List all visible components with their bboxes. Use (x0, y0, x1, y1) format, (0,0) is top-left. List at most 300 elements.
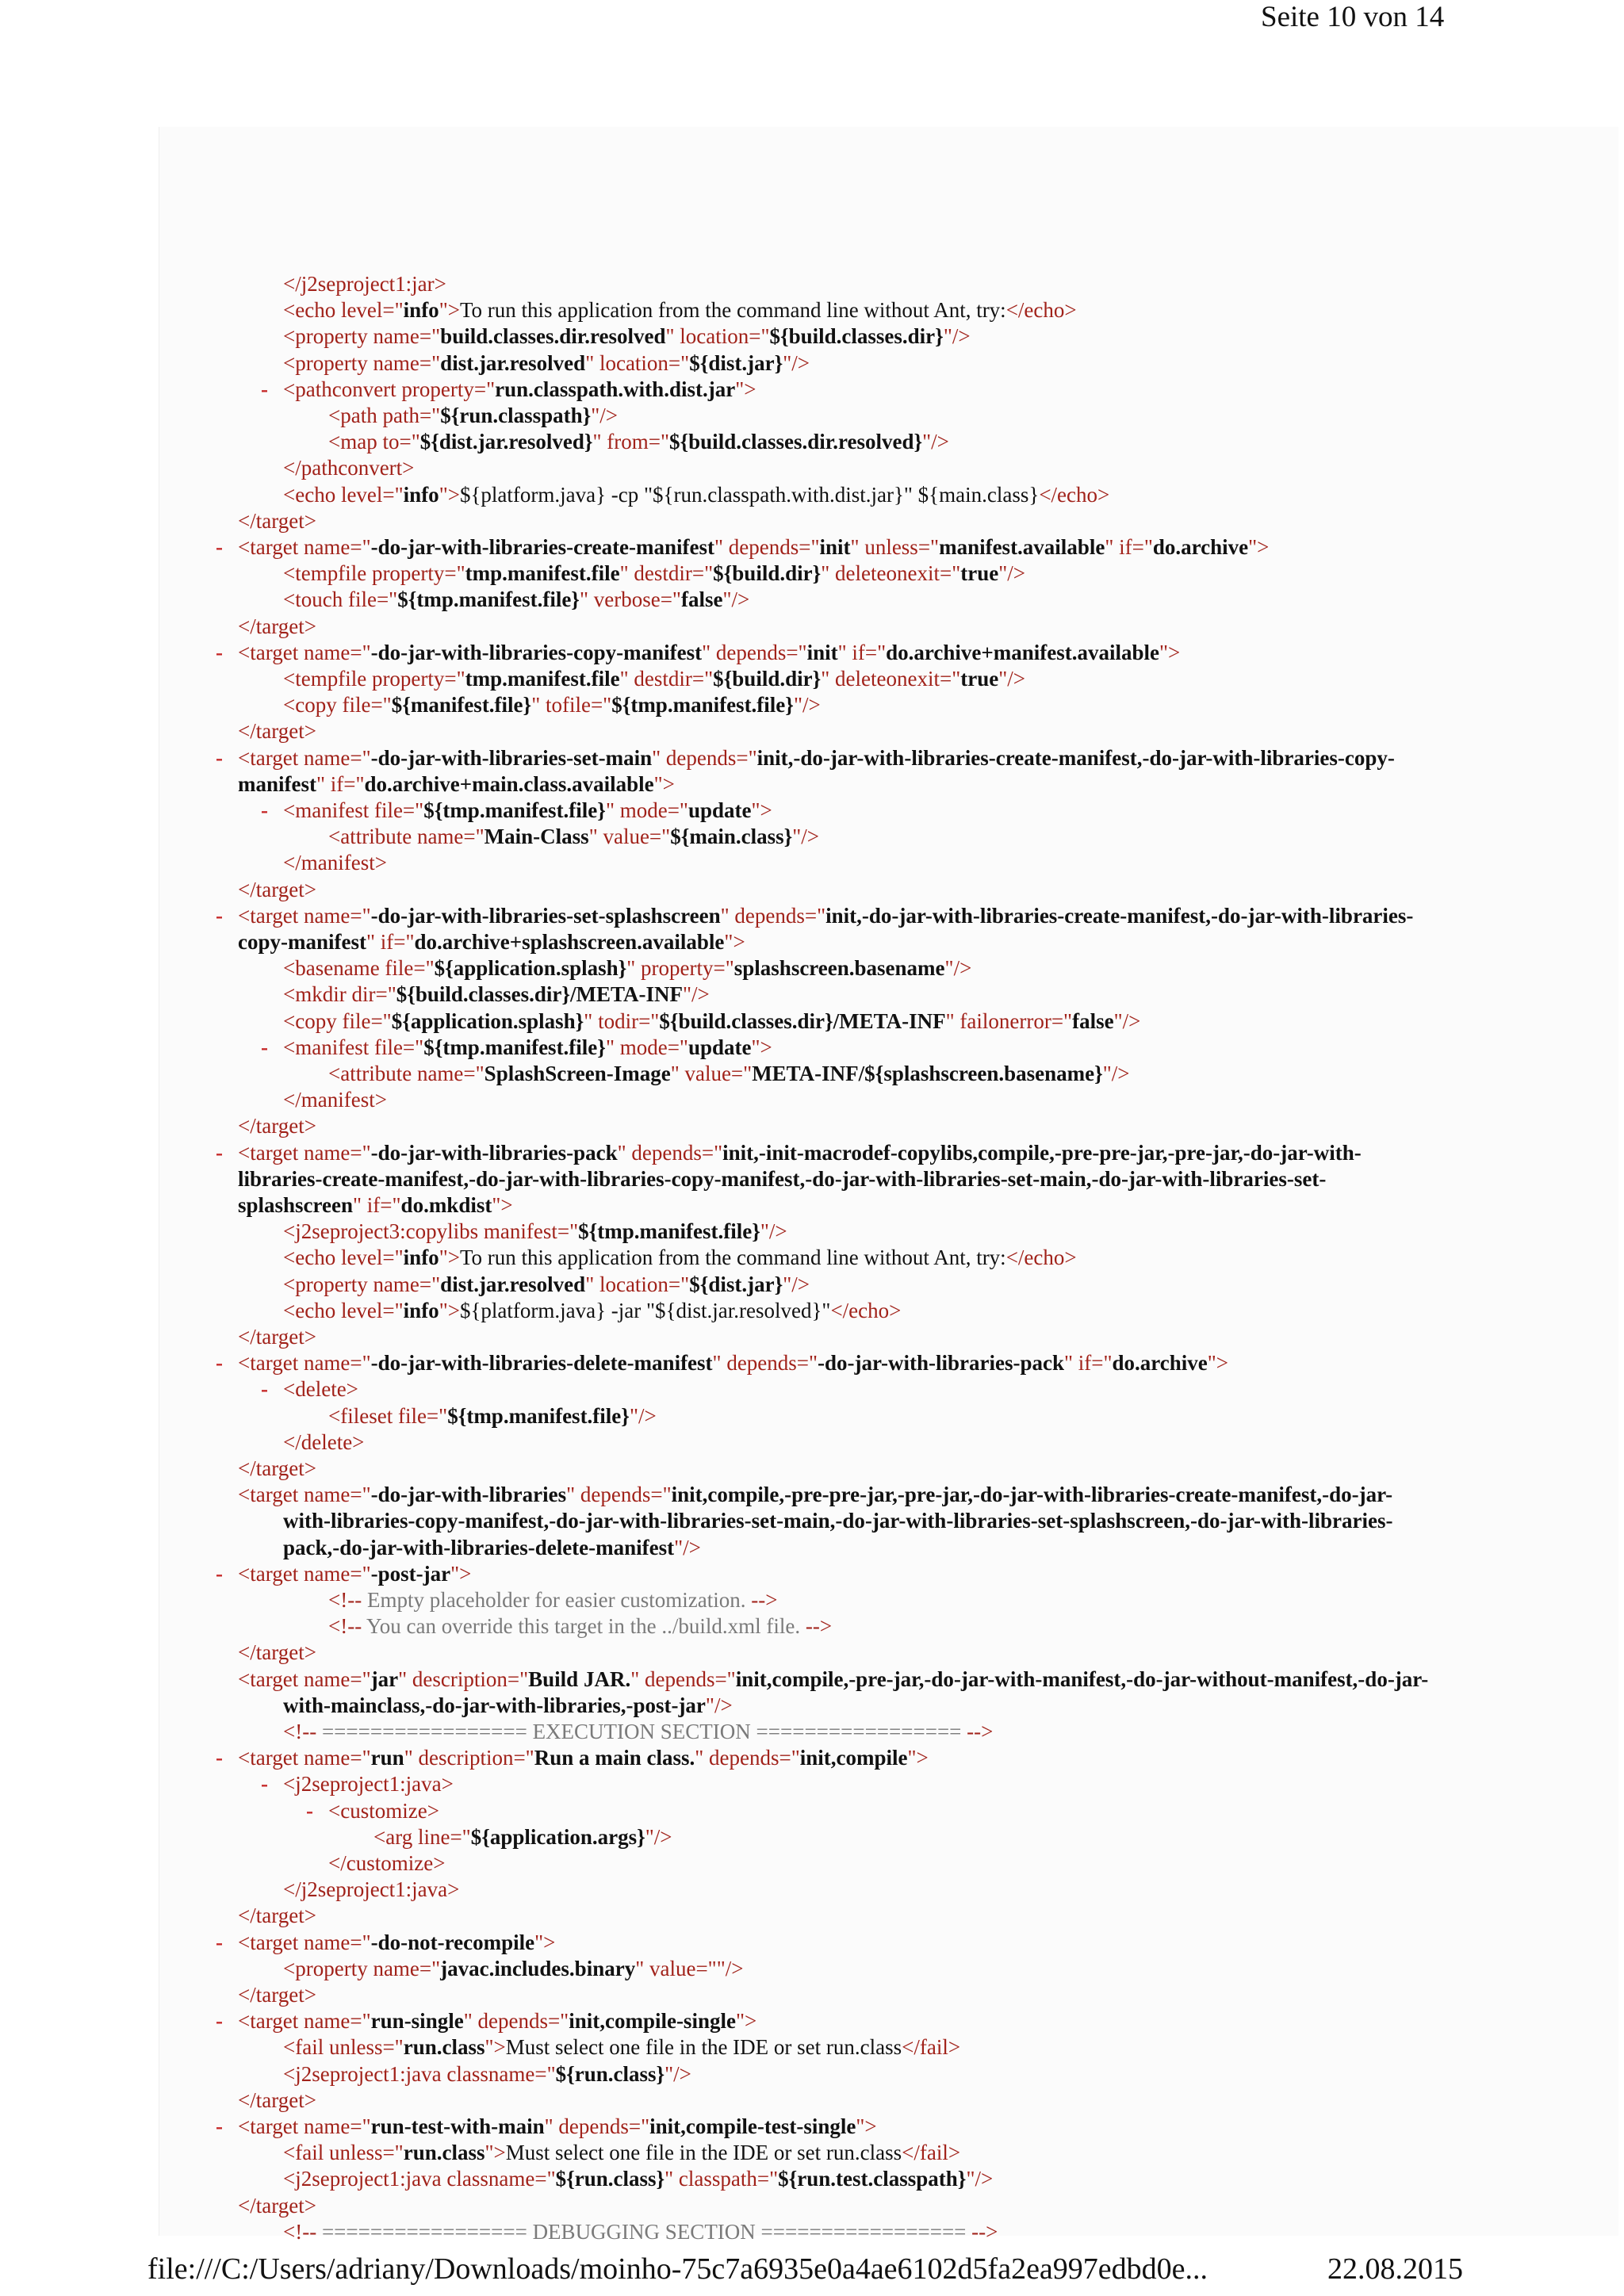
xml-tag-markup: " failonerror=" (945, 1008, 1073, 1033)
xml-text: Must select one file in the IDE or set run.class (505, 2141, 902, 2165)
xml-tag-markup: " if=" (1064, 1351, 1113, 1376)
xml-attr-value: ${application.args} (470, 1824, 645, 1849)
xml-attr-value: update (688, 798, 752, 822)
xml-tag-markup: " description=" (398, 1667, 529, 1691)
xml-attr-value: info (403, 1246, 439, 1270)
collapse-toggle-icon[interactable]: - (306, 1798, 313, 1823)
xml-tag-markup: "/> (674, 1535, 701, 1559)
xml-tag-markup: <j2seproject1:java classname=" (283, 2167, 556, 2191)
xml-tag-markup: "/> (760, 1219, 787, 1244)
xml-line (238, 1482, 1392, 1508)
collapse-toggle-icon[interactable]: - (261, 798, 268, 822)
xml-line (306, 1798, 439, 1824)
xml-text: To run this application from the command line without Ant, try: (459, 298, 1006, 323)
xml-comment: ================= DEBUGGING SECTION ================= (316, 2219, 972, 2244)
xml-tag-markup: <target name=" (238, 640, 371, 664)
xml-attr-value: ${build.dir} (713, 561, 822, 586)
xml-tag-markup: " unless=" (850, 535, 940, 559)
xml-attr-value: Main-Class (484, 825, 589, 849)
xml-tag-markup: "> (751, 798, 772, 822)
xml-tag-markup: " location=" (585, 1272, 690, 1296)
xml-line (373, 1824, 672, 1850)
xml-attr-value: splashscreen.basename (733, 956, 945, 981)
footer-file-path: file:///C:/Users/adriany/Downloads/moinho-75c7a6935e0a4ae6102d5fa2ea997edbd0e... (147, 2252, 1208, 2286)
xml-line (328, 1850, 445, 1877)
xml-tag-markup: <fail unless=" (283, 2141, 404, 2165)
xml-attr-value: init (806, 640, 838, 664)
xml-tag-markup: " todir=" (584, 1008, 660, 1033)
xml-attr-value: Run a main class. (534, 1746, 695, 1770)
xml-tag-markup: "> (439, 1298, 460, 1322)
xml-tag-markup: </target> (238, 719, 316, 744)
collapse-toggle-icon[interactable]: - (216, 1561, 223, 1586)
xml-tag-markup: --> (967, 1720, 994, 1743)
xml-tag-markup: "> (534, 1930, 556, 1954)
xml-tag-markup: <!-- (283, 1720, 317, 1743)
xml-attr-value: true (960, 667, 999, 691)
xml-line (238, 929, 745, 955)
collapse-toggle-icon[interactable]: - (261, 377, 268, 401)
xml-line (283, 2061, 691, 2087)
xml-tag-markup: <map to=" (328, 430, 420, 454)
xml-tag-markup: <!-- (283, 2219, 317, 2244)
xml-tag-markup: </delete> (283, 1429, 365, 1454)
xml-attr-value: do.archive+manifest.available (886, 640, 1159, 664)
xml-line (328, 403, 618, 429)
xml-tag-markup: "/> (683, 982, 710, 1007)
xml-line (238, 1456, 316, 1482)
xml-line (238, 1667, 1428, 1693)
xml-tag-markup: <property name=" (283, 350, 441, 375)
xml-line (283, 587, 749, 613)
xml-tag-markup: <touch file=" (283, 587, 398, 612)
xml-tag-markup: --> (805, 1614, 833, 1639)
xml-tag-markup: <target name=" (238, 1561, 371, 1586)
xml-tag-markup: --> (751, 1588, 778, 1612)
xml-tag-markup: </fail> (902, 2141, 961, 2165)
xml-attr-value: splashscreen (238, 1193, 354, 1217)
xml-attr-value: -do-jar-with-libraries-create-manifest (370, 535, 715, 559)
xml-line (216, 1561, 472, 1587)
xml-tag-markup: "> (439, 482, 460, 507)
xml-line (238, 877, 316, 903)
xml-line (283, 482, 1109, 508)
xml-tag-markup: " mode=" (605, 1035, 688, 1059)
xml-line (328, 824, 819, 850)
xml-line (283, 1008, 1140, 1035)
xml-tag-markup: "/> (705, 1693, 733, 1717)
xml-attr-value: manifest (238, 771, 316, 796)
xml-tag-markup: " depends=" (463, 2009, 569, 2034)
xml-line (283, 271, 446, 297)
xml-tag-markup: "> (751, 1035, 772, 1059)
xml-tag-markup: <target name=" (238, 1483, 371, 1507)
collapse-toggle-icon[interactable]: - (216, 2009, 223, 2034)
xml-line (283, 1087, 387, 1113)
xml-line (216, 745, 1395, 771)
xml-tag-markup: <manifest file=" (283, 798, 424, 822)
xml-line (283, 1693, 733, 1719)
xml-tag-markup: "> (856, 2114, 877, 2138)
xml-tag-markup: <!-- (328, 1614, 362, 1639)
xml-tag-markup: "/> (591, 404, 619, 427)
xml-tag-markup: <target name=" (238, 745, 371, 770)
xml-tag-markup: </target> (238, 508, 316, 533)
xml-attr-value: run.class (403, 2035, 485, 2060)
xml-tag-markup: " depends=" (566, 1483, 672, 1507)
xml-attr-value: with-libraries-copy-manifest,-do-jar-with-libraries-set-main,-do-jar-with-libraries-set-splashscreen,-do-jar-with-libraries- (283, 1509, 1393, 1533)
xml-line (283, 2219, 998, 2245)
xml-tag-markup: <attribute name=" (328, 1062, 485, 1085)
xml-tag-markup: "> (1207, 1351, 1229, 1376)
xml-attr-value: ${run.test.classpath} (778, 2167, 967, 2191)
xml-tag-markup: </manifest> (283, 851, 387, 875)
xml-tag-markup: "/> (783, 1272, 810, 1296)
xml-attr-value: META-INF/${splashscreen.basename} (752, 1062, 1103, 1085)
xml-attr-value: tmp.manifest.file (465, 667, 620, 691)
xml-tag-markup: <pathconvert property=" (283, 377, 496, 401)
xml-line (261, 798, 772, 824)
xml-attr-value: init (819, 535, 851, 559)
xml-tag-markup: " value=" (588, 825, 671, 849)
xml-tag-markup: " deleteonexit=" (821, 561, 961, 586)
xml-line (216, 640, 1181, 666)
xml-attr-value: ${build.classes.dir}/META-INF (659, 1008, 946, 1033)
xml-attr-value: ${run.class} (555, 2061, 665, 2086)
xml-attr-value: ${run.classpath} (440, 404, 592, 427)
xml-line (261, 1035, 772, 1061)
xml-attr-value: init,compile,-pre-pre-jar,-pre-jar,-do-jar-with-libraries-create-manifest,-do-jar- (671, 1483, 1393, 1507)
xml-attr-value: libraries-create-manifest,-do-jar-with-libraries-copy-manifest,-do-jar-with-libraries-set-main,-do-jar-with-libraries-set- (238, 1166, 1327, 1191)
xml-attr-value: -post-jar (370, 1561, 451, 1586)
xml-tag-markup: <!-- (328, 1588, 362, 1612)
xml-tag-markup: </echo> (830, 1298, 902, 1322)
xml-tag-markup: <delete> (283, 1377, 358, 1402)
xml-comment: Empty placeholder for easier customization. (362, 1588, 752, 1612)
xml-attr-value: run.classpath.with.dist.jar (495, 377, 736, 401)
xml-tag-markup: <echo level=" (283, 1298, 404, 1322)
xml-attr-value: -do-jar-with-libraries-set-main (370, 745, 653, 770)
xml-attr-value: Build JAR. (528, 1667, 631, 1691)
xml-tag-markup: "/> (716, 1956, 744, 1980)
xml-line (238, 2087, 316, 2114)
xml-line (283, 692, 821, 718)
xml-tag-markup: <customize> (328, 1798, 439, 1823)
xml-tag-markup: </manifest> (283, 1088, 387, 1112)
xml-line (216, 534, 1270, 561)
xml-line (283, 2034, 960, 2061)
xml-line (238, 1640, 316, 1666)
xml-line (238, 508, 316, 534)
xml-tag-markup: <fileset file=" (328, 1403, 448, 1428)
xml-comment: You can override this target in the ../build.xml file. (362, 1614, 806, 1639)
xml-tag-markup: <target name=" (238, 1746, 371, 1770)
xml-attr-value: ${dist.jar} (689, 1272, 783, 1296)
xml-attr-value: ${tmp.manifest.file} (423, 1035, 606, 1059)
xml-tag-markup: " depends=" (712, 1351, 818, 1376)
xml-tag-markup: <property name=" (283, 324, 441, 349)
xml-attr-value: init,-init-macrodef-copylibs,compile,-pre-pre-jar,-pre-jar,-do-jar-with- (722, 1140, 1362, 1165)
xml-tag-markup: <target name=" (238, 1930, 371, 1954)
xml-line (283, 666, 1025, 692)
xml-tag-markup: " depends=" (714, 535, 820, 559)
xml-attr-value: info (403, 482, 439, 507)
xml-tag-markup: " classpath=" (665, 2167, 779, 2191)
xml-tag-markup: " destdir=" (619, 561, 714, 586)
xml-attr-value: SplashScreen-Image (484, 1062, 671, 1085)
xml-attr-value: run-single (370, 2009, 464, 2034)
xml-text: Must select one file in the IDE or set run.class (505, 2035, 902, 2060)
xml-tag-markup: </target> (238, 1904, 316, 1928)
xml-line (283, 955, 971, 982)
xml-tag-markup: "> (439, 298, 460, 323)
xml-attr-value: update (688, 1035, 752, 1059)
xml-tag-markup: " mode=" (605, 798, 688, 822)
xml-attr-value: do.mkdist (400, 1193, 492, 1217)
xml-tag-markup: <target name=" (238, 1351, 371, 1376)
xml-attr-value: ${build.classes.dir.resolved} (669, 430, 923, 454)
xml-line (328, 1403, 657, 1429)
xml-line (283, 297, 1077, 323)
xml-line (283, 1719, 993, 1745)
xml-tag-markup: <copy file=" (283, 1008, 392, 1033)
xml-attr-value: build.classes.dir.resolved (440, 324, 666, 349)
xml-attr-value: copy-manifest (238, 930, 366, 954)
xml-tag-markup: <target name=" (238, 903, 371, 928)
xml-attr-value: ${manifest.file} (391, 693, 532, 718)
xml-tag-markup: "> (485, 2035, 506, 2060)
xml-attr-value: with-mainclass,-do-jar-with-libraries,-post-jar (283, 1693, 706, 1717)
xml-line (238, 1324, 316, 1350)
xml-tag-markup: " from=" (592, 430, 670, 454)
xml-tag-markup: " depends=" (652, 745, 757, 770)
xml-attr-value: do.archive+splashscreen.available (414, 930, 725, 954)
xml-attr-value: -do-jar-with-libraries-pack (370, 1140, 618, 1165)
xml-attr-value: init,-do-jar-with-libraries-create-manifest,-do-jar-with-libraries-copy- (756, 745, 1395, 770)
xml-line (283, 350, 810, 377)
xml-tag-markup: "> (485, 2141, 506, 2165)
xml-attr-value: ${tmp.manifest.file} (578, 1219, 760, 1244)
xml-tag-markup: <target name=" (238, 2114, 371, 2138)
xml-line (238, 771, 675, 798)
xml-tag-markup: "/> (1102, 1062, 1130, 1085)
xml-tag-markup: </j2seproject1:jar> (283, 272, 446, 296)
xml-tag-markup: <property name=" (283, 1272, 441, 1296)
xml-tag-markup: "/> (998, 561, 1025, 586)
xml-attr-value: info (403, 1298, 439, 1322)
xml-attr-value: init,-do-jar-with-libraries-create-manifest,-do-jar-with-libraries- (825, 903, 1414, 928)
xml-line (283, 1535, 701, 1561)
xml-attr-value: dist.jar.resolved (440, 350, 586, 375)
xml-tag-markup: "/> (1113, 1008, 1141, 1033)
xml-line (216, 2008, 757, 2034)
xml-tag-markup: "> (1248, 535, 1270, 559)
xml-text: ${platform.java} -cp "${run.classpath.with.dist.jar}" ${main.class} (459, 482, 1040, 507)
xml-attr-value: info (403, 298, 439, 323)
collapse-toggle-icon[interactable]: - (216, 1140, 223, 1165)
collapse-toggle-icon[interactable]: - (216, 535, 223, 559)
xml-tag-markup: " location=" (585, 350, 690, 375)
xml-tag-markup: <fail unless=" (283, 2035, 404, 2060)
xml-tag-markup: </target> (238, 1456, 316, 1480)
xml-attr-value: ${application.splash} (391, 1008, 584, 1033)
xml-line (328, 1061, 1129, 1087)
xml-attr-value: -do-jar-with-libraries-delete-manifest (370, 1351, 713, 1376)
xml-tag-markup: " if=" (366, 930, 415, 954)
xml-attr-value: ${build.dir} (713, 667, 822, 691)
collapse-toggle-icon[interactable]: - (216, 745, 223, 770)
xml-line (238, 1166, 1326, 1192)
xml-tag-markup: " depends=" (630, 1667, 736, 1691)
xml-line (283, 1956, 743, 1982)
xml-tag-markup: <property name=" (283, 1956, 441, 1980)
xml-tag-markup: <path path=" (328, 404, 441, 427)
xml-attr-value: manifest.available (939, 535, 1105, 559)
xml-attr-value: ${dist.jar} (689, 350, 783, 375)
xml-tag-markup: <manifest file=" (283, 1035, 424, 1059)
xml-line (283, 1272, 810, 1298)
xml-tag-markup: </target> (238, 2193, 316, 2218)
xml-line (261, 1376, 358, 1402)
xml-tag-markup: " depends=" (544, 2114, 650, 2138)
xml-tag-markup: --> (971, 2219, 998, 2244)
xml-tag-markup: <tempfile property=" (283, 667, 465, 691)
xml-line (238, 1192, 513, 1219)
xml-tag-markup: " destdir=" (619, 667, 714, 691)
xml-tag-markup: </customize> (328, 1851, 446, 1875)
xml-attr-value: false (680, 587, 723, 612)
xml-tag-markup: <tempfile property=" (283, 561, 465, 586)
collapse-toggle-icon[interactable]: - (216, 903, 223, 928)
xml-attr-value: -do-jar-with-libraries-pack (818, 1351, 1064, 1376)
xml-line (216, 903, 1414, 929)
xml-tag-markup: " deleteonexit=" (821, 667, 961, 691)
xml-tag-markup: "/> (629, 1403, 657, 1428)
xml-tag-markup: "> (653, 771, 675, 796)
xml-tag-markup: " location=" (665, 324, 770, 349)
xml-attr-value: ${main.class} (670, 825, 793, 849)
xml-tag-markup: </target> (238, 2087, 316, 2112)
xml-text: ${platform.java} -jar "${dist.jar.resolved}" (459, 1298, 831, 1322)
xml-tag-markup: <copy file=" (283, 693, 392, 718)
xml-tag-markup: <target name=" (238, 535, 371, 559)
xml-attr-value: ${tmp.manifest.file} (611, 693, 794, 718)
xml-line (283, 1877, 459, 1903)
xml-line (238, 1903, 316, 1929)
xml-tag-markup: "> (907, 1746, 929, 1770)
xml-line (261, 1771, 454, 1797)
xml-tag-markup: " depends=" (617, 1140, 723, 1165)
collapse-toggle-icon[interactable]: - (216, 1351, 223, 1376)
xml-attr-value: ${run.class} (555, 2167, 665, 2191)
collapse-toggle-icon[interactable]: - (261, 1035, 268, 1059)
xml-tag-markup: <echo level=" (283, 1246, 404, 1270)
xml-tag-markup: "/> (943, 324, 971, 349)
xml-tag-markup: <attribute name=" (328, 825, 485, 849)
collapse-toggle-icon[interactable]: - (261, 1772, 268, 1797)
xml-tag-markup: "/> (645, 1824, 672, 1849)
xml-tag-markup: " verbose=" (579, 587, 681, 612)
xml-line (238, 1113, 316, 1139)
xml-tag-markup: " value=" (670, 1062, 753, 1085)
xml-tag-markup: "/> (665, 2061, 691, 2086)
xml-attr-value: ${build.classes.dir}/META-INF (396, 982, 684, 1007)
xml-line (283, 2166, 993, 2192)
xml-attr-value: pack,-do-jar-with-libraries-delete-manifest (283, 1535, 675, 1559)
xml-line (216, 1745, 929, 1771)
xml-attr-value: -do-not-recompile (370, 1930, 535, 1954)
xml-tag-markup: "/> (793, 693, 821, 718)
xml-tag-markup: </target> (238, 1640, 316, 1665)
xml-attr-value: ${tmp.manifest.file} (423, 798, 606, 822)
xml-line (283, 1508, 1392, 1534)
xml-tag-markup: <mkdir dir=" (283, 982, 396, 1007)
xml-attr-value: do.archive (1152, 535, 1249, 559)
xml-attr-value: init,compile-single (569, 2009, 736, 2034)
xml-attr-value: ${build.classes.dir} (769, 324, 944, 349)
collapse-toggle-icon[interactable]: - (216, 1746, 223, 1770)
xml-attr-value: init,compile,-pre-jar,-do-jar-with-manifest,-do-jar-without-manifest,-do-jar- (735, 1667, 1429, 1691)
xml-attr-value: ${tmp.manifest.file} (397, 587, 580, 612)
collapse-toggle-icon[interactable]: - (216, 2114, 223, 2138)
xml-tag-markup: </pathconvert> (283, 456, 415, 480)
xml-attr-value: do.archive+main.class.available (364, 771, 654, 796)
xml-tag-markup: "> (450, 1561, 472, 1586)
xml-tag-markup: " depends=" (702, 640, 807, 664)
xml-tag-markup: " if=" (353, 1193, 401, 1217)
xml-attr-value: true (960, 561, 999, 586)
xml-tag-markup: </fail> (902, 2035, 961, 2060)
xml-tag-markup: </echo> (1039, 482, 1110, 507)
xml-line (283, 1219, 787, 1245)
xml-tag-markup: <j2seproject1:java> (283, 1772, 454, 1797)
xml-tag-markup: "/> (966, 2167, 994, 2191)
xml-line (283, 982, 710, 1008)
xml-line (216, 1350, 1229, 1376)
xml-tag-markup: "> (1159, 640, 1181, 664)
xml-tag-markup: <target name=" (238, 2009, 371, 2034)
xml-tag-markup: "/> (944, 956, 972, 981)
xml-line (216, 1140, 1362, 1166)
xml-tag-markup: "> (724, 930, 745, 954)
xml-tag-markup: " depends=" (720, 903, 826, 928)
xml-attr-value: -do-jar-with-libraries (370, 1483, 567, 1507)
xml-tag-markup: </echo> (1005, 1246, 1077, 1270)
xml-line (283, 455, 414, 481)
xml-attr-value: init,compile-test-single (649, 2114, 856, 2138)
xml-line (328, 429, 949, 455)
collapse-toggle-icon[interactable]: - (216, 640, 223, 664)
xml-attr-value: ${dist.jar.resolved} (419, 430, 593, 454)
xml-line (216, 1930, 556, 1956)
xml-tag-markup: <target name=" (238, 1140, 371, 1165)
xml-line (261, 377, 756, 403)
xml-tag-markup: " if=" (1105, 535, 1153, 559)
xml-tag-markup: "/> (783, 350, 810, 375)
collapse-toggle-icon[interactable]: - (216, 1930, 223, 1954)
xml-tag-markup: <echo level=" (283, 298, 404, 323)
collapse-toggle-icon[interactable]: - (261, 1377, 268, 1402)
xml-tag-markup: " tofile=" (531, 693, 612, 718)
xml-attr-value: -do-jar-with-libraries-set-splashscreen (370, 903, 721, 928)
xml-attr-value: ${application.splash} (434, 956, 627, 981)
xml-comment: ================= EXECUTION SECTION ================= (316, 1720, 967, 1743)
xml-tag-markup: "/> (998, 667, 1025, 691)
xml-line (283, 850, 387, 876)
xml-tag-markup: "> (492, 1193, 513, 1217)
xml-text: To run this application from the command line without Ant, try: (459, 1246, 1006, 1270)
xml-tag-markup: <j2seproject3:copylibs manifest=" (283, 1219, 579, 1244)
